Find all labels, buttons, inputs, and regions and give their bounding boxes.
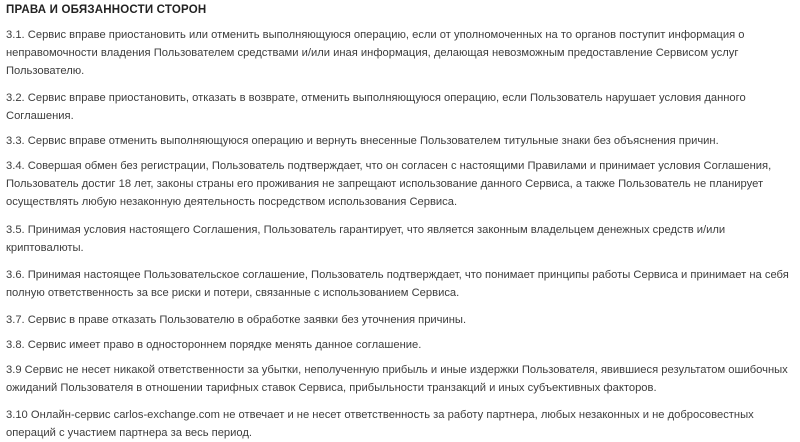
clause-3-3: 3.3. Сервис вправе отменить выполняющуюся операцию и вернуть внесенные Пользователем титульные знаки без объяснения причин. bbox=[6, 135, 719, 147]
section-title: ПРАВА И ОБЯЗАННОСТИ СТОРОН bbox=[6, 4, 207, 16]
clause-3-5: 3.5. Принимая условия настоящего Соглашения, Пользователь гарантирует, что является законным владельцем денежных средств и/или криптовалюты. bbox=[6, 224, 726, 254]
clause-3-7: 3.7. Сервис в праве отказать Пользователю в обработке заявки без уточнения причины. bbox=[6, 314, 467, 326]
clause-3-6: 3.6. Принимая настоящее Пользовательское соглашение, Пользователь подтверждает, что понимает принципы работы Сервиса и принимает на себя полную ответственность за все риски и потери, связанные с использованием Сервиса. bbox=[6, 269, 789, 299]
clause-3-8: 3.8. Сервис имеет право в одностороннем порядке менять данное соглашение. bbox=[6, 339, 422, 351]
clause-3-10: 3.10 Онлайн-сервис carlos-exchange.com не отвечает и не несет ответственность за работу партнера, любых незаконных и не добросовестных операций с участием партнера за весь период. bbox=[6, 409, 754, 439]
clause-3-2: 3.2. Сервис вправе приостановить, отказать в возврате, отменить выполняющуюся операцию, если Пользователь нарушает условия данного Соглашения. bbox=[6, 92, 746, 122]
clause-3-1: 3.1. Сервис вправе приостановить или отменить выполняющуюся операцию, если от уполномоченных на то органов поступит информация о неправомочности владения Пользователем средствами и/или иная информация, делающая невозможным предоставление Сервисом услуг Пользователю. bbox=[6, 29, 745, 77]
clause-3-4: 3.4. Совершая обмен без регистрации, Пользователь подтверждает, что он согласен с настоящими Правилами и принимает условия Соглашения, Пользователь достиг 18 лет, законы страны его проживания не запрещают использование данного Сервиса, а также Пользователь не планирует осуществлять любую незаконную деятельность посредством использования Сервиса. bbox=[6, 160, 772, 208]
clause-3-9: 3.9 Сервис не несет никакой ответственности за убытки, неполученную прибыль и иные издержки Пользователя, явившиеся результатом ошибочных ожиданий Пользователя в отношении тарифных ставок Сервиса, прибыльности транзакций и иных субъективных факторов. bbox=[6, 364, 788, 394]
